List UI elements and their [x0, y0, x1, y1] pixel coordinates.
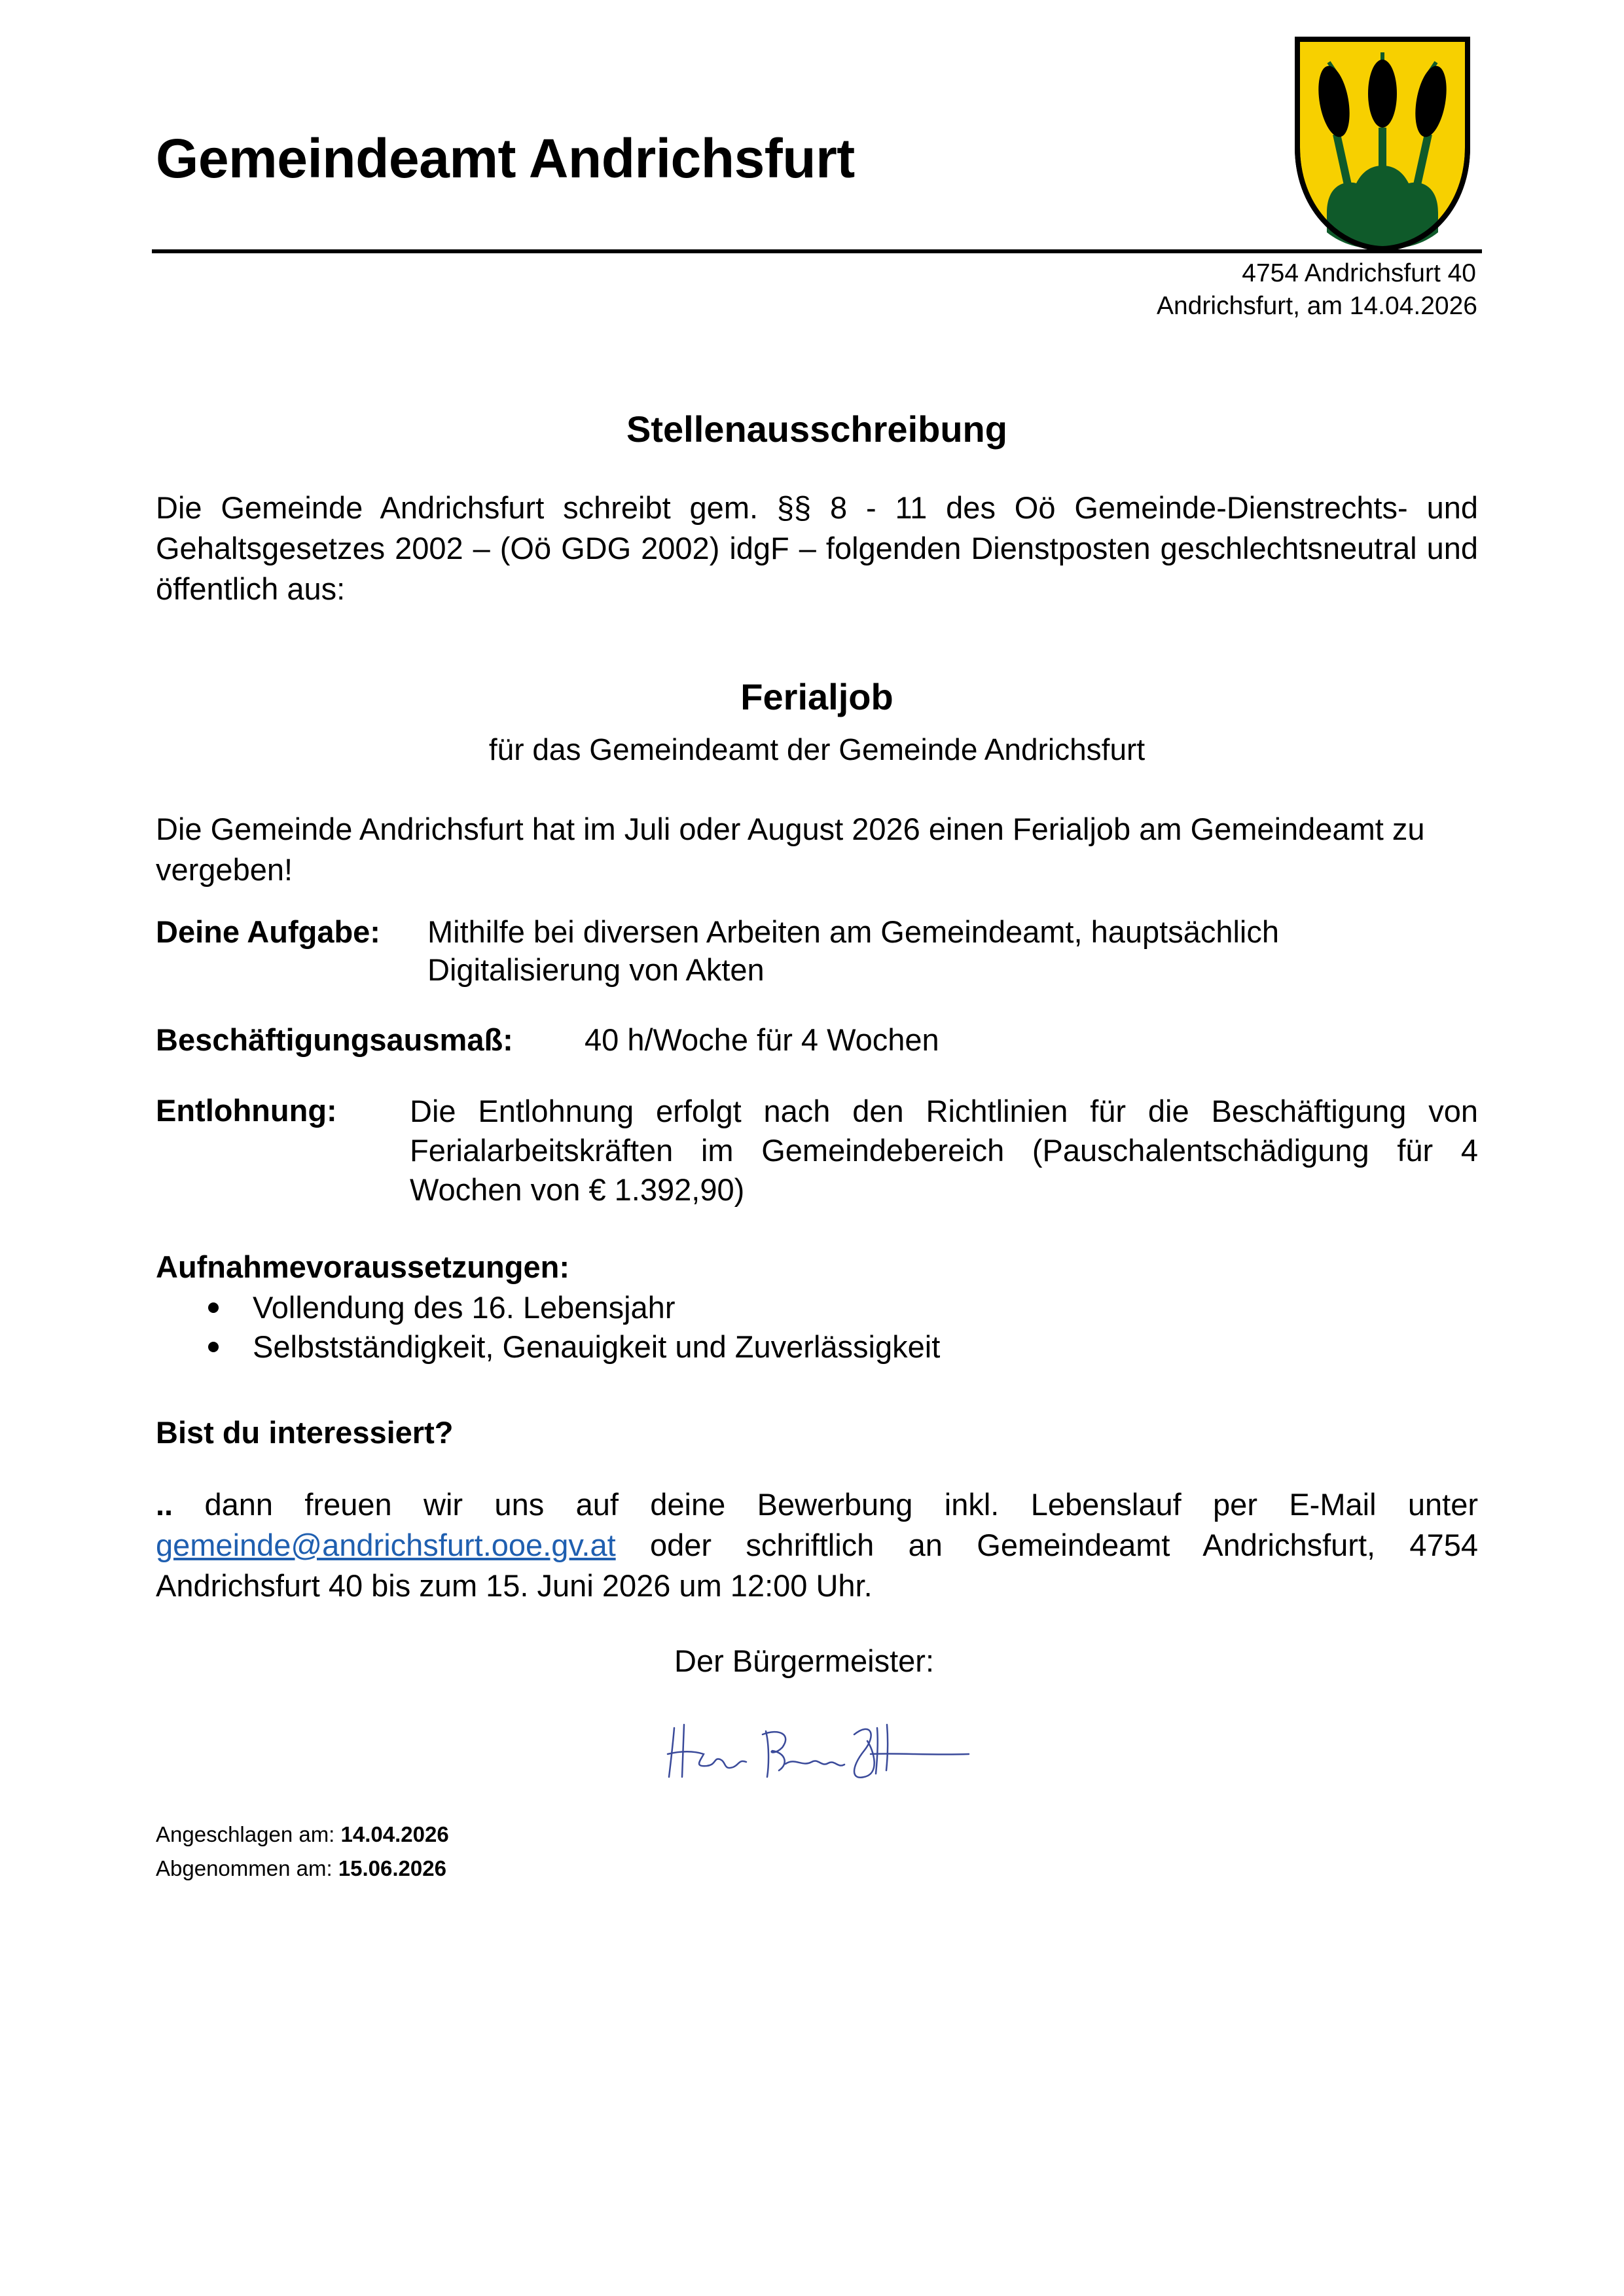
field-label: Entlohnung:: [156, 1093, 337, 1128]
contact-text-after: oder schriftlich an Gemeindeamt Andrichsfurt, 4754 Andrichsfurt 40 bis zum 15. Juni 2026 um 12:00 Uhr.: [156, 1528, 1478, 1603]
job-subtitle: für das Gemeindeamt der Gemeinde Andrichsfurt: [488, 732, 1146, 766]
requirements-heading: Aufnahmevoraussetzungen:: [156, 1249, 569, 1284]
field-value: Die Entlohnung erfolgt nach den Richtlinien für die Beschäftigung von Ferialarbeitskräften im Gemeindebereich (Pauschalentschädigung für 4 Wochen von € 1.392,90): [410, 1094, 1478, 1207]
job-title: Ferialjob: [740, 676, 893, 717]
interest-heading: Bist du interessiert?: [156, 1415, 454, 1450]
bullet-icon: [208, 1302, 219, 1313]
address-line: 4754 Andrichsfurt 40: [1242, 259, 1476, 287]
removed-label: Abgenommen am:: [156, 1856, 338, 1880]
coat-of-arms-icon: [1291, 36, 1474, 252]
contact-text-before: dann freuen wir uns auf deine Bewerbung inkl. Lebenslauf per E-Mail unter: [173, 1487, 1478, 1522]
header-divider: [152, 249, 1482, 253]
lead-dots: ..: [156, 1487, 173, 1522]
list-item: [156, 1288, 940, 1327]
field-label: Deine Aufgabe:: [156, 914, 380, 949]
list-item: [156, 1327, 940, 1367]
organization-title: Gemeindeamt Andrichsfurt: [156, 128, 855, 189]
intro-paragraph: Die Gemeinde Andrichsfurt schreibt gem. §§ 8 - 11 des Oö Gemeinde-Dienstrechts- und Gehaltsgesetzes 2002 – (Oö GDG 2002) idgF – folgenden Dienstposten geschlechtsneutral und öffentlich aus:: [156, 490, 1478, 606]
removed-date-line: [156, 1857, 446, 1879]
contact-paragraph: [156, 1484, 1478, 1606]
list-item-text: Vollendung des 16. Lebensjahr: [253, 1290, 676, 1325]
list-item-text: Selbstständigkeit, Genauigkeit und Zuverlässigkeit: [253, 1329, 941, 1364]
field-value: Mithilfe bei diversen Arbeiten am Gemeindeamt, hauptsächlich Digitalisierung von Akten: [427, 914, 1280, 987]
signer-label: Der Bürgermeister:: [674, 1643, 934, 1678]
removed-date: 15.06.2026: [338, 1856, 446, 1880]
posted-date-line: [156, 1823, 449, 1845]
signature-icon: [655, 1715, 982, 1787]
bullet-icon: [208, 1342, 219, 1352]
document-title: Stellenausschreibung: [626, 408, 1007, 450]
requirements-list: [156, 1288, 940, 1367]
field-label: Beschäftigungsausmaß:: [156, 1022, 513, 1057]
posted-date: 14.04.2026: [340, 1822, 449, 1846]
field-value: 40 h/Woche für 4 Wochen: [585, 1022, 939, 1057]
email-link[interactable]: gemeinde@andrichsfurt.ooe.gv.at: [156, 1528, 616, 1562]
date-line: Andrichsfurt, am 14.04.2026: [1157, 292, 1477, 320]
availability-paragraph: Die Gemeinde Andrichsfurt hat im Juli oder August 2026 einen Ferialjob am Gemeindeamt zu vergeben!: [156, 812, 1425, 887]
posted-label: Angeschlagen am:: [156, 1822, 341, 1846]
